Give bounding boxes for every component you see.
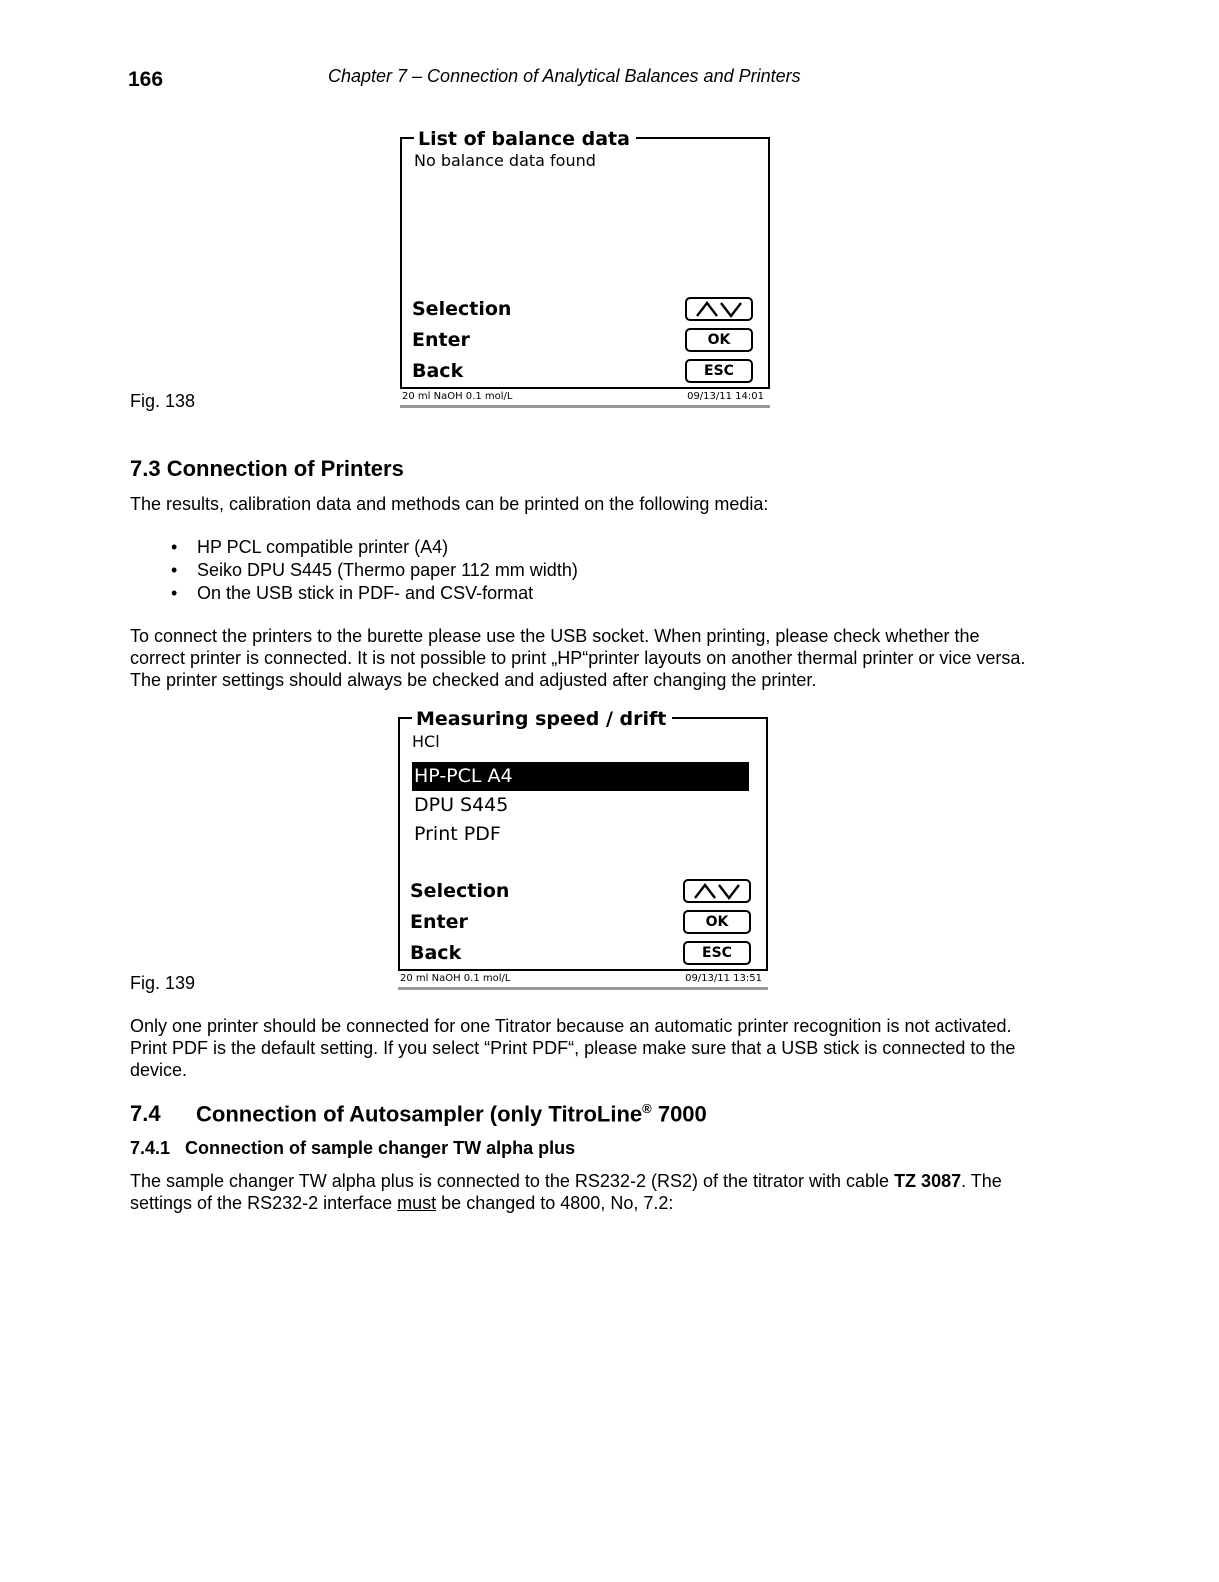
screen-subtitle: HCl <box>412 732 440 751</box>
printer-option-hp-pcl-a4[interactable]: HP-PCL A4 <box>412 762 749 791</box>
list-item: • On the USB stick in PDF- and CSV-format <box>130 582 578 605</box>
media-list <box>130 536 578 605</box>
subsection-7-4-1-heading: 7.4.1 Connection of sample changer TW alpha plus <box>130 1138 576 1158</box>
text-run: settings of the RS232-2 interface <box>130 1193 398 1213</box>
list-item: • Seiko DPU S445 (Thermo paper 112 mm width) <box>130 559 578 582</box>
figure-139-caption: Fig. 139 <box>130 973 196 993</box>
enter-label: Enter <box>410 911 468 933</box>
printer-option-list <box>412 762 749 849</box>
paragraph-line: To connect the printers to the burette please use the USB socket. When printing, please check whether the <box>130 626 980 646</box>
selection-label: Selection <box>412 298 512 320</box>
figure-138-screen <box>400 129 772 411</box>
paragraph-line: Print PDF is the default setting. If you select “Print PDF“, please make sure that a USB stick is connected to the <box>130 1038 1016 1058</box>
selection-row <box>412 297 753 323</box>
printer-option-print-pdf[interactable]: Print PDF <box>414 823 501 845</box>
section-7-4-heading <box>130 1101 707 1127</box>
section-number: 7.4 <box>130 1101 161 1127</box>
section-7-3-intro: The results, calibration data and methods can be printed on the following media: <box>130 494 769 514</box>
printer-option-dpu-s445[interactable]: DPU S445 <box>414 794 509 816</box>
paragraph-line: correct printer is connected. It is not possible to print „HP“printer layouts on another thermal printer or vice versa. <box>130 648 1026 668</box>
figure-139-screen <box>398 709 770 991</box>
selection-label: Selection <box>410 880 510 902</box>
esc-key[interactable]: ESC <box>685 359 753 383</box>
list-item: • HP PCL compatible printer (A4) <box>130 536 578 559</box>
screen-title: Measuring speed / drift <box>412 709 672 729</box>
ok-key[interactable]: OK <box>683 910 751 934</box>
screen-subtitle: No balance data found <box>414 151 596 170</box>
screen-status-bar <box>398 969 768 990</box>
back-label: Back <box>410 942 462 964</box>
up-down-icon <box>692 882 742 900</box>
paragraph-line <box>130 1170 1002 1192</box>
sample-changer-paragraph <box>130 1170 1002 1214</box>
text-run: be changed to 4800, No, 7.2: <box>436 1193 674 1213</box>
section-title-end: 7000 <box>651 1101 707 1127</box>
cable-id: TZ 3087 <box>894 1171 962 1191</box>
screen-title: List of balance data <box>414 129 636 149</box>
screen-status-bar <box>400 387 770 408</box>
paragraph-line: The printer settings should always be checked and adjusted after changing the printer. <box>130 670 817 690</box>
single-printer-paragraph <box>130 1015 1015 1081</box>
text-run: . The <box>961 1171 1002 1191</box>
status-datetime: 09/13/11 13:51 <box>685 973 762 984</box>
section-7-3-heading: 7.3 Connection of Printers <box>130 456 404 481</box>
enter-row <box>412 328 753 354</box>
back-row <box>412 359 753 385</box>
up-down-key[interactable] <box>685 297 753 321</box>
emphasis-must: must <box>397 1193 437 1213</box>
paragraph-line: Only one printer should be connected for one Titrator because an automatic printer recognition is not activated. <box>130 1016 1012 1036</box>
text-run: The sample changer TW alpha plus is connected to the RS232-2 (RS2) of the titrator with cable <box>130 1171 895 1191</box>
back-label: Back <box>412 360 464 382</box>
paragraph-line: device. <box>130 1060 188 1080</box>
page-number: 166 <box>128 68 164 91</box>
enter-row <box>410 910 751 936</box>
paragraph-line <box>130 1192 1002 1214</box>
printer-connection-paragraph <box>130 625 1025 691</box>
selection-row <box>410 879 751 905</box>
section-title: Connection of Autosampler (only TitroLine <box>196 1101 643 1127</box>
status-method: 20 ml NaOH 0.1 mol/L <box>402 391 513 402</box>
figure-138-caption: Fig. 138 <box>130 391 196 411</box>
enter-label: Enter <box>412 329 470 351</box>
ok-key[interactable]: OK <box>685 328 753 352</box>
back-row <box>410 941 751 967</box>
up-down-icon <box>694 300 744 318</box>
chapter-title: Chapter 7 – Connection of Analytical Balances and Printers <box>328 66 801 86</box>
up-down-key[interactable] <box>683 879 751 903</box>
esc-key[interactable]: ESC <box>683 941 751 965</box>
registered-mark: ® <box>642 1101 652 1116</box>
status-method: 20 ml NaOH 0.1 mol/L <box>400 973 511 984</box>
status-datetime: 09/13/11 14:01 <box>687 391 764 402</box>
